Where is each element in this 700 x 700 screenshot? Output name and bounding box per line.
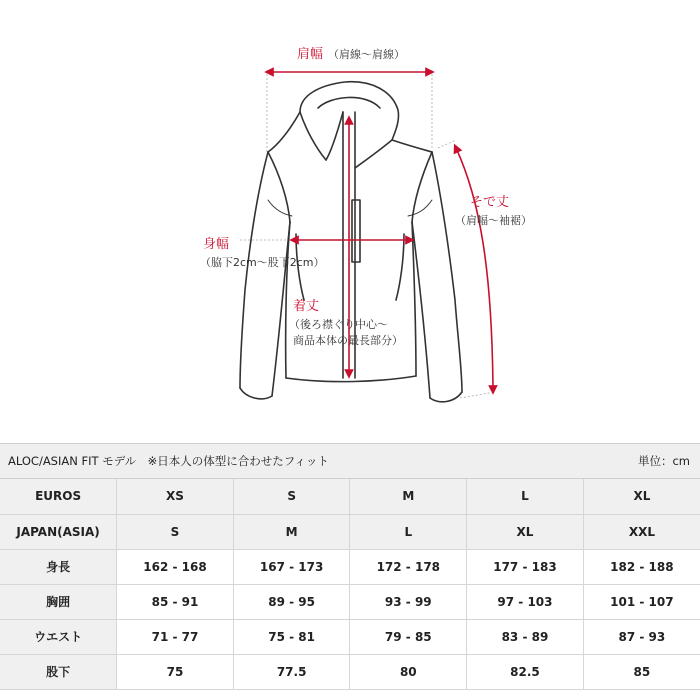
- jacket-illustration-icon: [240, 82, 462, 402]
- table-cell: 162 - 168: [117, 549, 234, 584]
- row-label: 胸囲: [0, 584, 117, 619]
- table-cell: 75 - 81: [233, 619, 350, 654]
- sleeve-arrow: [456, 148, 493, 390]
- table-cell: 172 - 178: [350, 549, 467, 584]
- table-cell: XL: [467, 514, 584, 549]
- table-row: [0, 514, 700, 549]
- sleeve-label: そで丈: [470, 195, 510, 210]
- table-cell: 75: [117, 654, 234, 689]
- table-cell: 182 - 188: [583, 549, 700, 584]
- table-cell: 177 - 183: [467, 549, 584, 584]
- model-fit-caption: ALOC/ASIAN FIT モデル ※日本人の体型に合わせたフィット: [8, 454, 329, 468]
- table-cell: 101 - 107: [583, 584, 700, 619]
- table-row: [0, 549, 700, 584]
- sleeve-sub-label: （肩幅～袖裾）: [455, 214, 532, 227]
- table-cell: M: [350, 479, 467, 514]
- row-label: EUROS: [0, 479, 117, 514]
- table-cell: 77.5: [233, 654, 350, 689]
- body-width-sub-label: （脇下2cm～股下2cm）: [200, 256, 325, 269]
- table-cell: 80: [350, 654, 467, 689]
- table-cell: L: [467, 479, 584, 514]
- table-cell: 89 - 95: [233, 584, 350, 619]
- table-cell: 79 - 85: [350, 619, 467, 654]
- table-cell: 97 - 103: [467, 584, 584, 619]
- table-cell: 83 - 89: [467, 619, 584, 654]
- table-cell: XL: [583, 479, 700, 514]
- table-cell: 87 - 93: [583, 619, 700, 654]
- table-cell: 85: [583, 654, 700, 689]
- row-label: ウエスト: [0, 619, 117, 654]
- unit-label: 単位：cm: [637, 454, 690, 468]
- table-cell: M: [233, 514, 350, 549]
- table-cell: 82.5: [467, 654, 584, 689]
- length-sub-label-1: （後ろ襟ぐり中心～: [289, 318, 388, 331]
- table-cell: S: [233, 479, 350, 514]
- shoulder-label: 肩幅: [297, 47, 324, 62]
- size-table-section: [0, 443, 700, 700]
- guide-lines: [240, 70, 495, 398]
- table-row: [0, 654, 700, 689]
- table-cell: 167 - 173: [233, 549, 350, 584]
- table-cell: 85 - 91: [117, 584, 234, 619]
- table-cell: S: [117, 514, 234, 549]
- table-cell: L: [350, 514, 467, 549]
- table-row: [0, 584, 700, 619]
- length-label: 着丈: [293, 299, 320, 314]
- table-row: [0, 479, 700, 514]
- row-label: 身長: [0, 549, 117, 584]
- size-table-caption: [0, 443, 700, 479]
- shoulder-sub-label: （肩線～肩線）: [328, 48, 405, 61]
- size-table: [0, 479, 700, 690]
- length-sub-label-2: 商品本体の最長部分）: [293, 334, 403, 347]
- table-cell: XS: [117, 479, 234, 514]
- table-cell: XXL: [583, 514, 700, 549]
- table-cell: 71 - 77: [117, 619, 234, 654]
- row-label: 股下: [0, 654, 117, 689]
- table-cell: 93 - 99: [350, 584, 467, 619]
- row-label: JAPAN(ASIA): [0, 514, 117, 549]
- body-width-label: 身幅: [203, 237, 230, 252]
- table-row: [0, 619, 700, 654]
